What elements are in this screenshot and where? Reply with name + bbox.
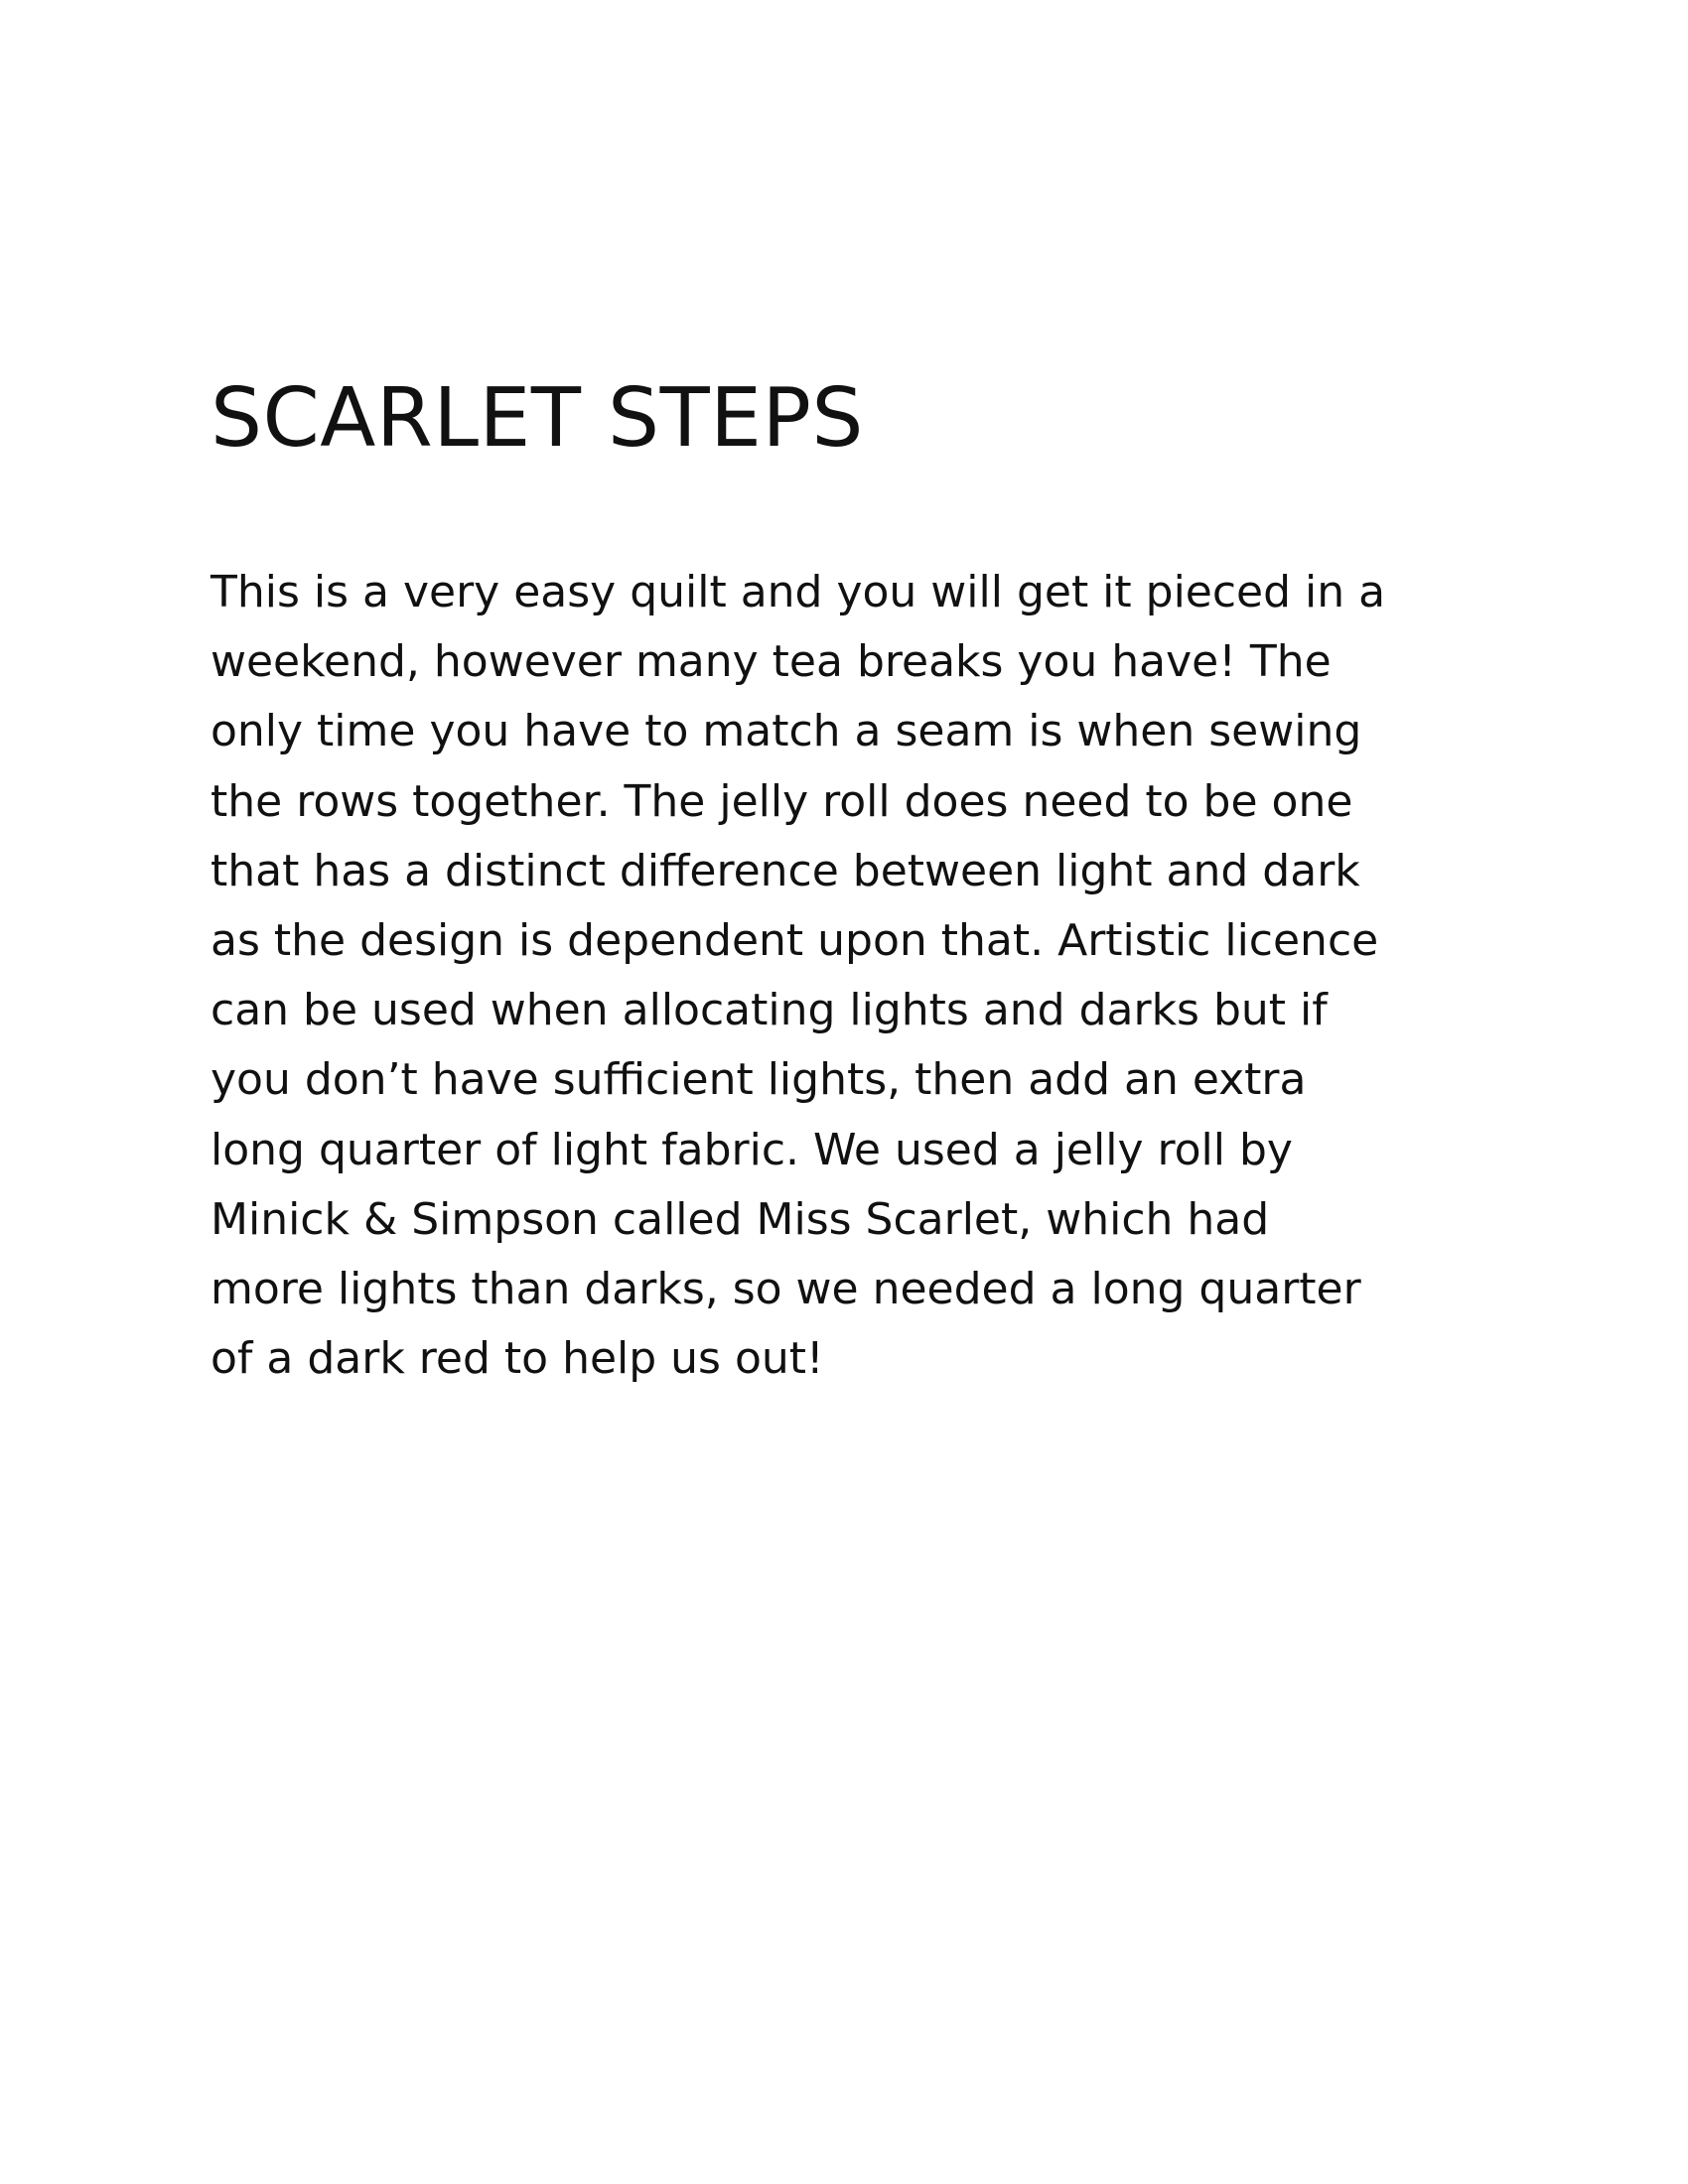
- paragraph-line: that has a distinct difference between light and dark: [211, 845, 1360, 896]
- paragraph-line: only time you have to match a seam is when sewing: [211, 706, 1362, 757]
- paragraph-line: long quarter of light fabric. We used a jelly roll by: [211, 1124, 1293, 1175]
- page-content: [211, 369, 1491, 1394]
- intro-paragraph: [211, 558, 1491, 1394]
- paragraph-line: can be used when allocating lights and darks but if: [211, 985, 1328, 1036]
- paragraph-line: you don’t have sufficient lights, then add an extra: [211, 1054, 1307, 1106]
- paragraph-line: more lights than darks, so we needed a long quarter: [211, 1264, 1361, 1315]
- paragraph-line: as the design is dependent upon that. Artistic licence: [211, 915, 1379, 967]
- paragraph-line: the rows together. The jelly roll does need to be one: [211, 775, 1353, 827]
- page-title: SCARLET STEPS: [211, 371, 864, 466]
- paragraph-line: This is a very easy quilt and you will get it pieced in a: [211, 567, 1386, 617]
- paragraph-line: of a dark red to help us out!: [211, 1333, 824, 1385]
- paragraph-line: Minick & Simpson called Miss Scarlet, which had: [211, 1193, 1270, 1245]
- paragraph-line: weekend, however many tea breaks you have! The: [211, 636, 1332, 688]
